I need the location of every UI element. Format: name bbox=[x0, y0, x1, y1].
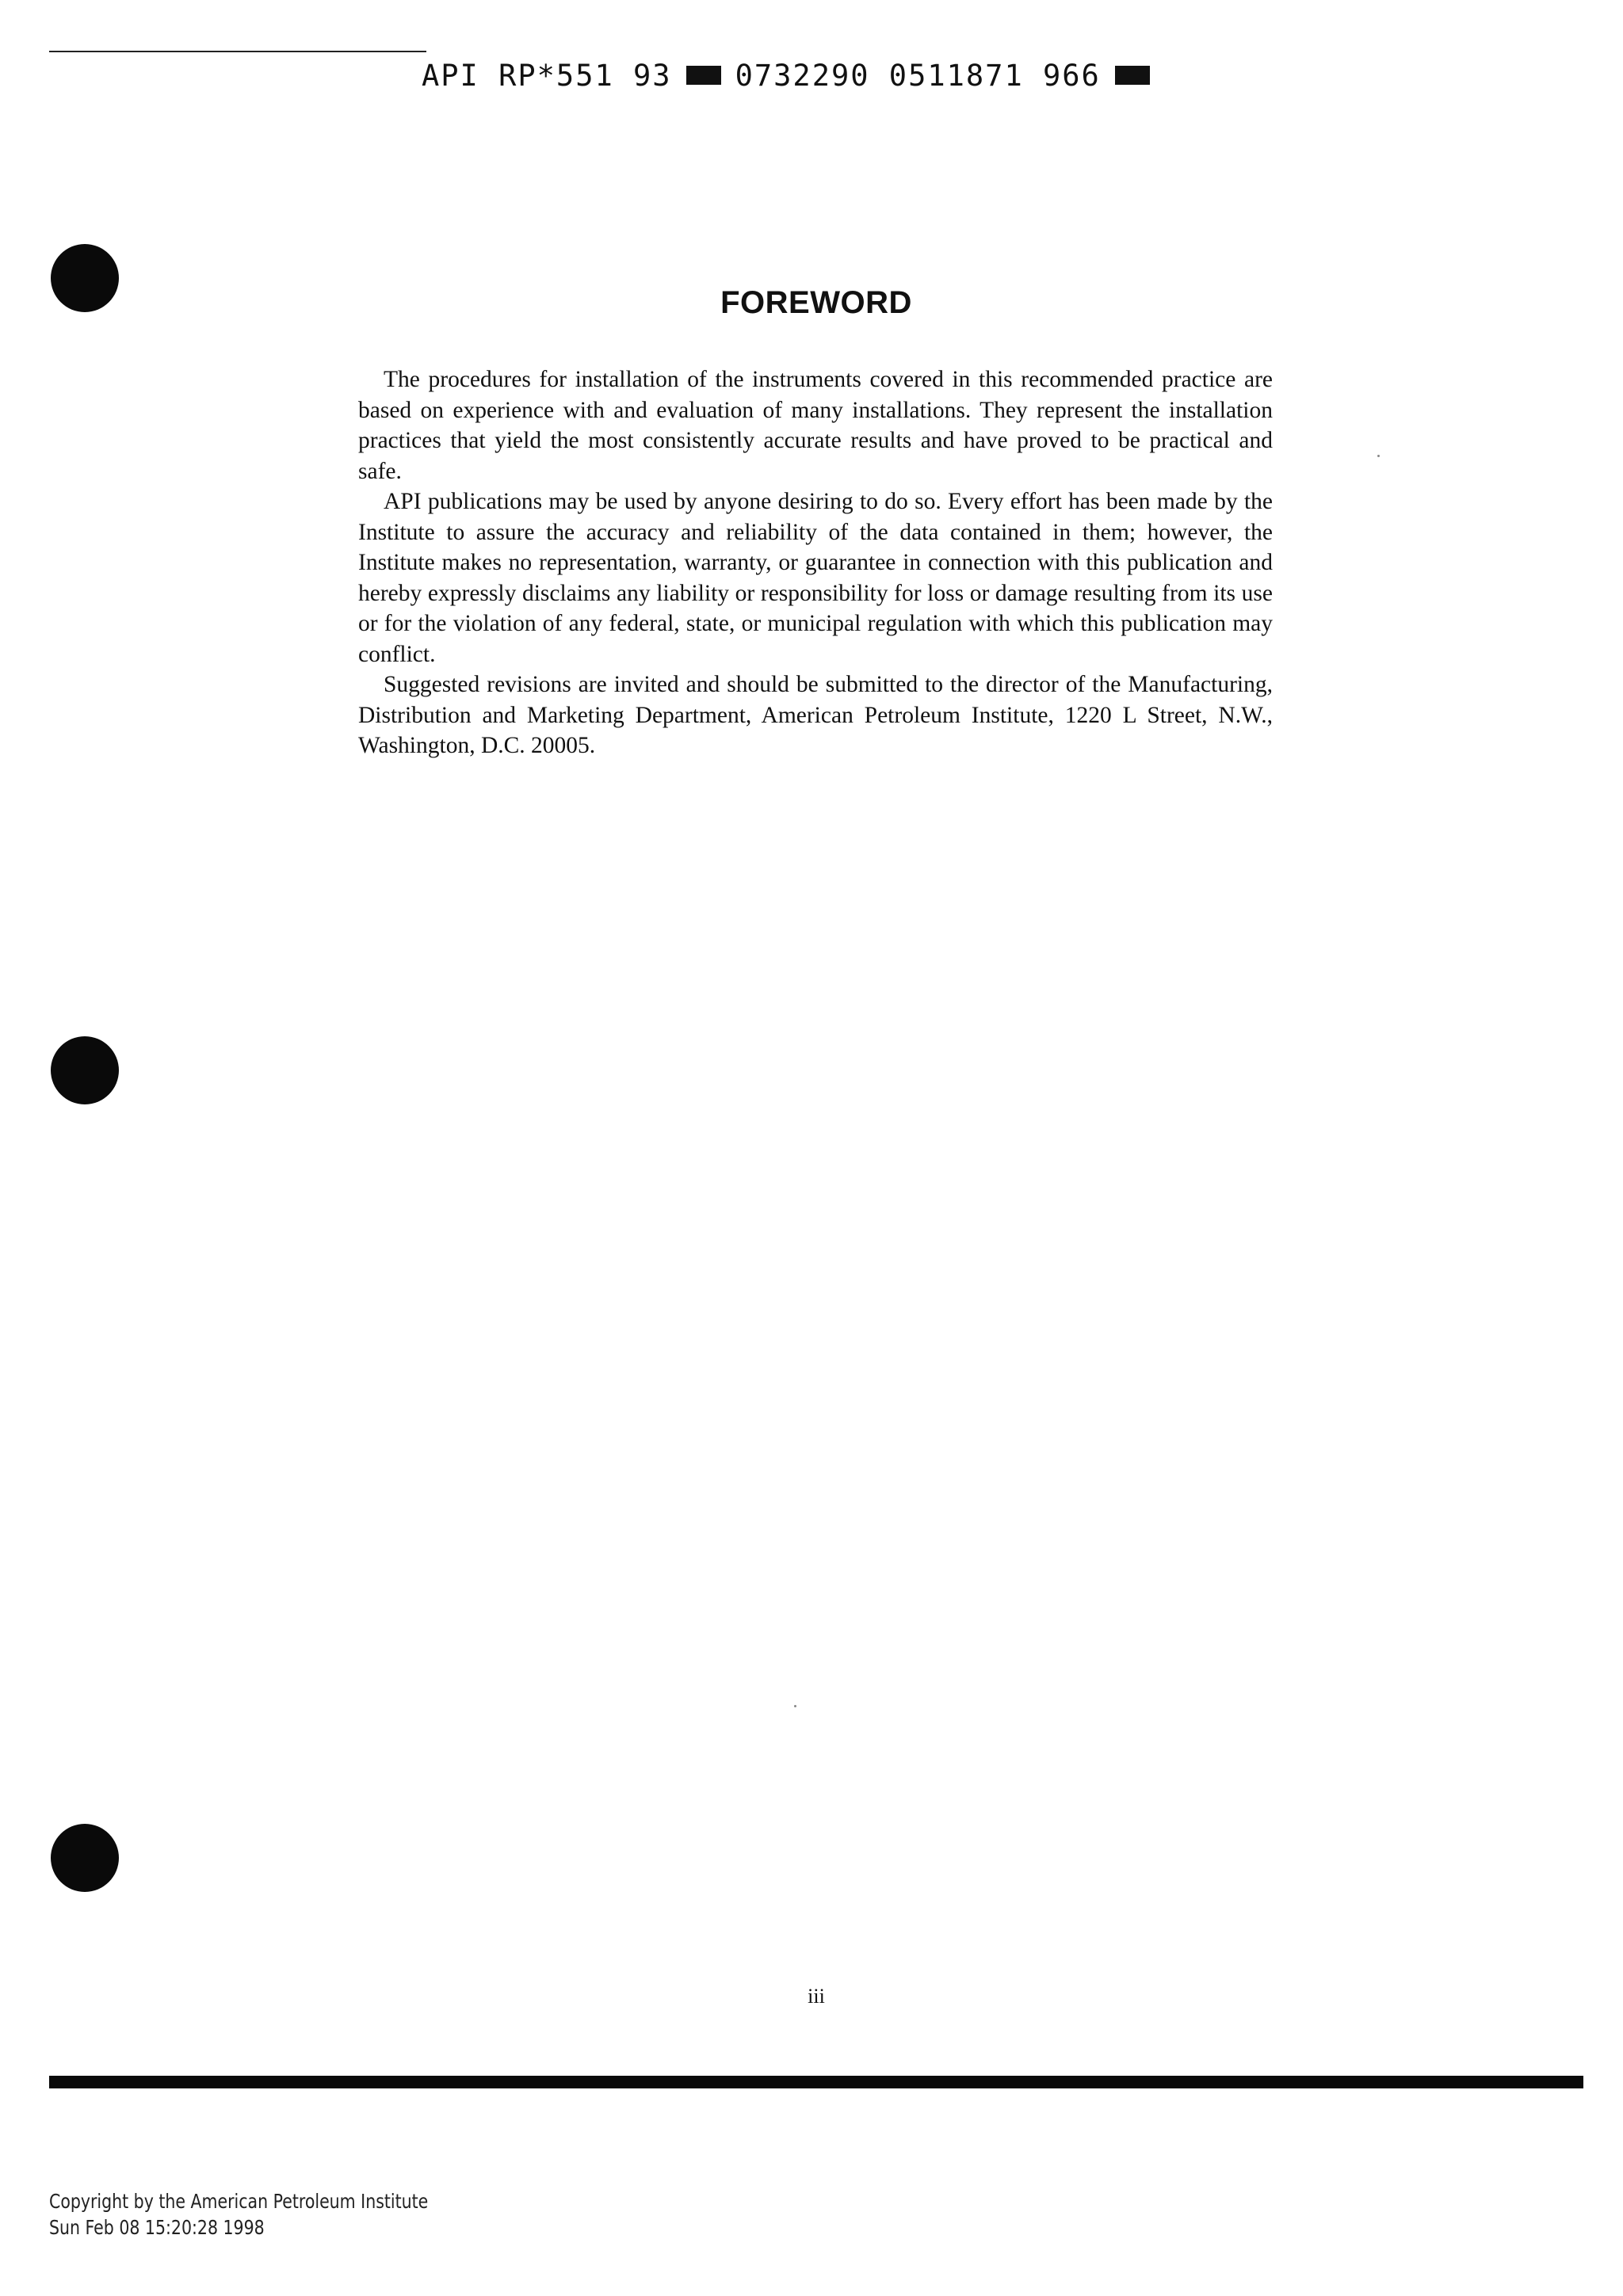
page-title: FOREWORD bbox=[720, 285, 912, 320]
timestamp-line: Sun Feb 08 15:20:28 1998 bbox=[49, 2216, 265, 2239]
bottom-rule bbox=[49, 2076, 1583, 2088]
paragraph-2: API publications may be used by anyone desiring to do so. Every effort has been made by the Institute to assure the accuracy and reliability of the data contained in them; however, the Institute makes no representation, warranty, or guarantee in connection with this publication and hereby expressly disclaims any liability or responsibility for loss or damage resulting from its use or for the violation of any federal, state, or municipal regulation with which this publication may conflict. bbox=[358, 489, 1273, 667]
header-black-block-1 bbox=[686, 66, 721, 85]
document-code-left: API RP*551 93 bbox=[422, 58, 672, 93]
paragraph-1: The procedures for installation of the instruments covered in this recommended practice are based on experience with and evaluation of many installations. They represent the installation practices that yield the most consistently accurate results and have proved to be practical and safe. bbox=[358, 367, 1273, 484]
copyright-footer bbox=[49, 2188, 428, 2241]
page-number: iii bbox=[808, 1985, 825, 2008]
copyright-line: Copyright by the American Petroleum Institute bbox=[49, 2190, 429, 2213]
scan-speck bbox=[794, 1705, 796, 1707]
header-black-block-2 bbox=[1115, 66, 1150, 85]
foreword-body bbox=[358, 364, 1273, 761]
document-code-header bbox=[422, 55, 1214, 95]
document-code-middle: 0732290 0511871 966 bbox=[735, 58, 1101, 93]
binder-hole-bottom bbox=[51, 1824, 119, 1892]
scan-speck bbox=[1377, 455, 1380, 457]
top-rule bbox=[49, 51, 426, 52]
paragraph-3: Suggested revisions are invited and should be submitted to the director of the Manufacturing, Distribution and Marketing Department, American Petroleum Institute, 1220 L Street, N.W., Washington, D.C. 20005. bbox=[358, 672, 1273, 758]
binder-hole-top bbox=[51, 244, 119, 312]
binder-hole-middle bbox=[51, 1036, 119, 1104]
